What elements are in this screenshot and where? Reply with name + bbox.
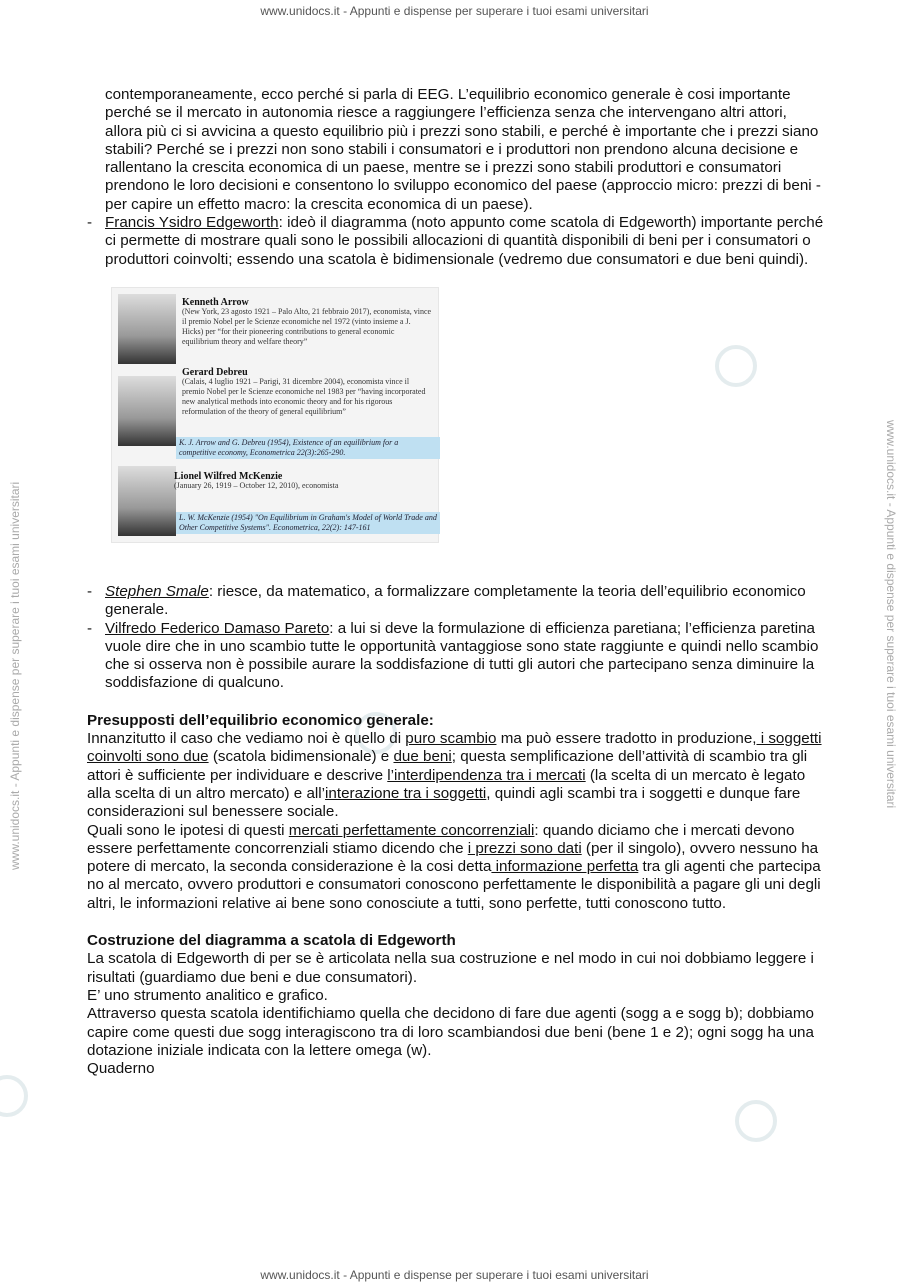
underlined-term: i soggetti coinvolti sono due [87,730,822,766]
bullet-dash: - [87,619,93,637]
portrait-debreu [118,376,176,446]
portrait-mckenzie [118,466,176,536]
bullet-dash: - [87,582,93,600]
section-paragraph: Quaderno [87,1060,155,1078]
portrait-arrow [118,294,176,364]
underlined-term: informazione perfetta [491,858,639,876]
section-paragraph: Quali sono le ipotesi di questi mercati perfettamente concorrenziali: quando diciamo che i mercati devono essere perfettamente concorrenziali stiamo dicendo che i prezzi sono dati (per il singolo), ovvero nessuno ha potere di mercato, la seconda considerazione è la cosi detta informazione perfetta tra gli agenti che partecipa no al mercato, ovvero produttori e consumatori conoscono perfettamente le disponibilità a pagare gli uni degli altri, le informazioni relative ai bene sono conosciute a tutti, sono perfette, tutti conoscono tutto. [87,821,821,912]
person-name: Vilfredo Federico Damaso Pareto [105,619,330,637]
side-watermark-right: www.unidocs.it - Appunti e dispense per superare i tuoi esami universitari [884,420,898,809]
underlined-term: puro scambio [405,730,497,748]
bullet-text: : ideò il diagramma (noto appunto come scatola di Edgeworth) importante perché ci permette di mostrare quali sono le possibili allocazioni di quantità disponibili di beni per i consumatori o produttori coinvolti; essendo una scatola è bidimensionale (vedremo due consumatori e due beni quindi). [105,214,824,268]
section-paragraph: La scatola di Edgeworth di per se è articolata nella sua costruzione e nel modo in cui noi dobbiamo leggere i risultati (guardiamo due beni e due consumatori). [87,950,814,986]
figure-ref-arrow-debreu: K. J. Arrow and G. Debreu (1954), Existence of an equilibrium for a competitive economy, Econometrica 22(3):265-290. [176,437,440,459]
bullet-dash: - [87,214,93,232]
person-name: Stephen Smale [105,582,209,600]
figure-ref-mckenzie: L. W. McKenzie (1954) "On Equilibrium in Graham's Model of World Trade and Other Competitive Systems". Econometrica, 22(2): 147-161 [176,512,440,534]
figure-bio-arrow: (New York, 23 agosto 1921 – Palo Alto, 21 febbraio 2017), economista, vince il premio Nobel per le Scienze economiche nel 1972 (vinto insieme a J. Hicks) per “for their pioneering contributions to general economic equilibrium theory and welfare theory” [182,306,432,346]
underlined-term: mercati perfettamente concorrenziali [288,821,535,839]
person-name: Francis Ysidro Edgeworth [105,214,279,232]
section-title-presupposti: Presupposti dell’equilibrio economico generale: [87,711,434,729]
section-paragraph: Innanzitutto il caso che vediamo noi è quello di puro scambio ma può essere tradotto in produzione, i soggetti coinvolti sono due (scatola bidimensionale) e due beni; questa semplificazione dell’attività di scambio tra gli attori è sufficiente per individuare e descrive l’interdipendenza tra i mercati (la scelta di un mercato è legato alla scelta di un altro mercato) e all’interazione tra i soggetti, quindi agli scambi tra i soggetti e dunque fare considerazioni sul benessere sociale. [87,730,822,821]
figure-name-mckenzie: Lionel Wilfred McKenzie [174,470,283,482]
bullet-text: : riesce, da matematico, a formalizzare completamente la teoria dell’equilibrio economico generale. [105,582,806,619]
watermark-logo-icon [735,1100,777,1142]
bullet-text: : a lui si deve la formulazione di efficienza paretiana; l’efficienza paretina vuole dire che in uno scambio tutte le opportunità vantaggiose sono state raggiunte e quindi nello scambio che si osserva non è possibile aurare la soddisfazione di tutti gli autori che partecipano senza diminuire la soddisfazione di qualcuno. [105,619,819,692]
side-watermark-left: www.unidocs.it - Appunti e dispense per superare i tuoi esami universitari [8,481,22,870]
section-title-costruzione: Costruzione del diagramma a scatola di Edgeworth [87,932,456,950]
underlined-term: l’interdipendenza tra i mercati [387,766,586,784]
bullet-edgeworth [87,214,827,269]
page-footer: www.unidocs.it - Appunti e dispense per superare i tuoi esami universitari [260,1268,649,1282]
document-body [87,86,827,1078]
bullet-pareto [87,620,827,693]
watermark-logo-icon [0,1075,28,1117]
section-paragraph: Attraverso questa scatola identifichiamo quella che decidono di fare due agenti (sogg a e sogg b); dobbiamo capire come questi due sogg interagiscono tra di loro scambiandosi due beni (bene 1 e 2); ogni sogg ha una dotazione iniziale indicata con la lettere omega (w). [87,1005,814,1059]
section-paragraph: E’ uno strumento analitico e grafico. [87,986,328,1004]
underlined-term: due beni [393,748,452,766]
bullet-smale [87,583,827,620]
figure-name-debreu: Gerard Debreu [182,366,248,378]
underlined-term: i prezzi sono dati [467,839,582,857]
page-header: www.unidocs.it - Appunti e dispense per superare i tuoi esami universitari [260,4,649,18]
figure-name-arrow: Kenneth Arrow [182,296,249,308]
economists-figure [111,287,439,543]
figure-bio-debreu: (Calais, 4 luglio 1921 – Parigi, 31 dicembre 2004), economista vince il premio Nobel per le Scienze economiche nel 1983 per “having incorporated new analytical methods into economic theory and for his rigorous reformulation of the theory of general equilibrium” [182,376,426,416]
figure-bio-mckenzie: (January 26, 1919 – October 12, 2010), economista [174,480,339,490]
underlined-term: interazione tra i soggetti [325,784,487,802]
intro-paragraph: contemporaneamente, ecco perché si parla di EEG. L’equilibrio economico generale è cosi importante perché se il mercato in autonomia riesce a raggiungere l’efficienza senza che intervengano altri attori, allora più ci si avvicina a questo equilibrio più i prezzi sono stabili, e perché è importante che i prezzi siano stabili? Perché se i prezzi non sono stabili i consumatori e i produttori non prendono alcuna decisione e rallentano la crescita economica di un paese, mentre se i prezzi sono stabili produttori e consumatori prendono le loro decisioni e consentono lo sviluppo economico del paese (approccio micro: prezzi di beni - per capire un effetto macro: la crescita economica di un paese). [105,86,821,213]
